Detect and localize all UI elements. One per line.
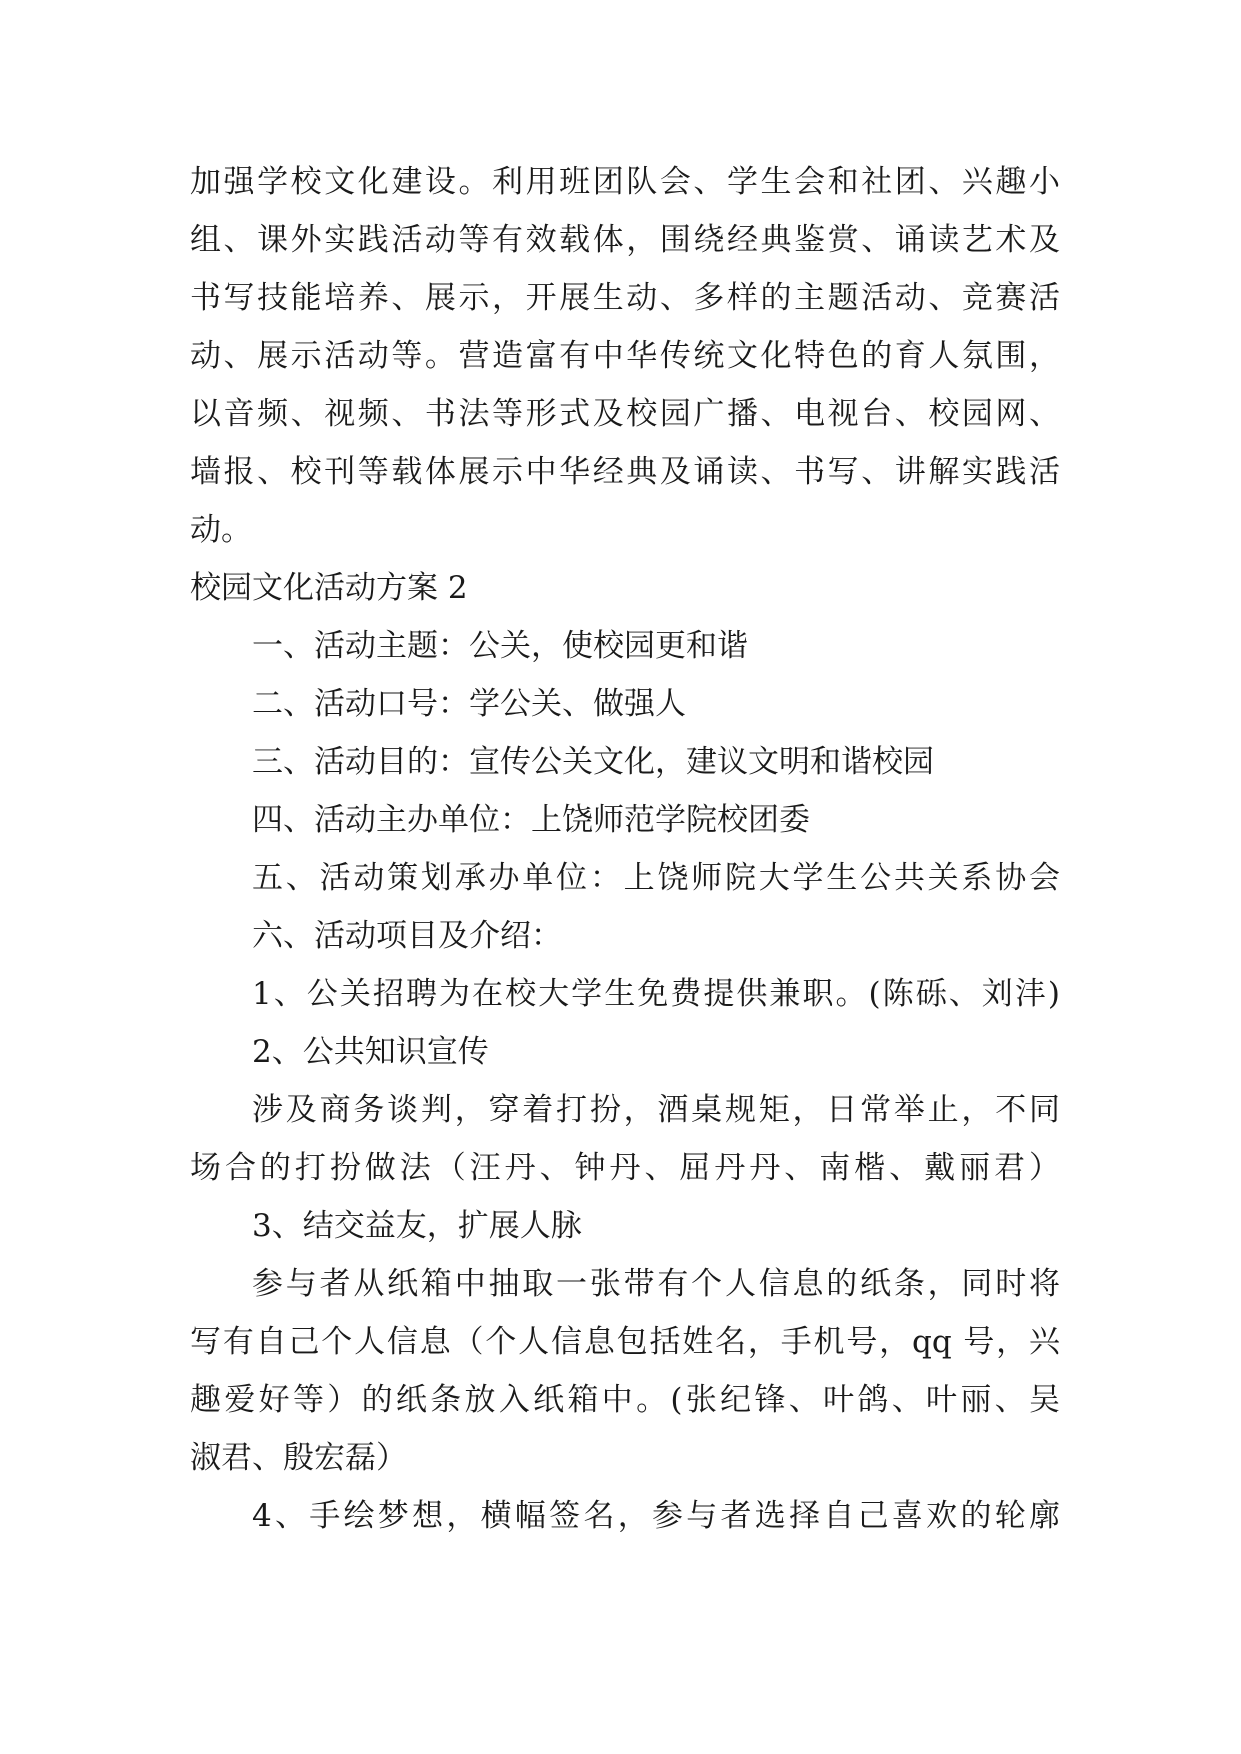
- paragraph-line: 以音频、视频、书法等形式及校园广播、电视台、校园网、: [190, 396, 1060, 432]
- list-item: 1、公关招聘为在校大学生免费提供兼职。(陈砾、刘沣): [252, 976, 1060, 1012]
- list-item: 六、活动项目及介绍：: [252, 918, 562, 954]
- list-item: 一、活动主题：公关，使校园更和谐: [252, 628, 748, 664]
- list-item: 四、活动主办单位：上饶师范学院校团委: [252, 802, 810, 838]
- paragraph-line: 动。: [190, 512, 252, 548]
- paragraph-line: 淑君、殷宏磊）: [190, 1440, 407, 1476]
- list-item: 3、结交益友，扩展人脉: [252, 1208, 582, 1244]
- list-item: 二、活动口号：学公关、做强人: [252, 686, 686, 722]
- paragraph-line: 组、课外实践活动等有效载体，围绕经典鉴赏、诵读艺术及: [190, 222, 1060, 258]
- list-item: 五、活动策划承办单位：上饶师院大学生公共关系协会: [252, 860, 1060, 896]
- paragraph-line: 加强学校文化建设。利用班团队会、学生会和社团、兴趣小: [190, 164, 1060, 200]
- list-item: 2、公共知识宣传: [252, 1034, 489, 1070]
- paragraph-line: 写有自己个人信息（个人信息包括姓名，手机号，qq 号，兴: [190, 1324, 1060, 1360]
- section-heading: 校园文化活动方案 2: [190, 570, 468, 606]
- paragraph-line: 场合的打扮做法（汪丹、钟丹、屈丹丹、南楷、戴丽君）: [190, 1150, 1060, 1186]
- paragraph-line: 书写技能培养、展示，开展生动、多样的主题活动、竞赛活: [190, 280, 1060, 316]
- paragraph-line: 趣爱好等）的纸条放入纸箱中。(张纪锋、叶鸽、叶丽、吴: [190, 1382, 1060, 1418]
- paragraph-line: 涉及商务谈判，穿着打扮，酒桌规矩，日常举止，不同: [252, 1092, 1060, 1128]
- list-item: 4、手绘梦想，横幅签名，参与者选择自己喜欢的轮廓: [252, 1498, 1060, 1534]
- paragraph-line: 墙报、校刊等载体展示中华经典及诵读、书写、讲解实践活: [190, 454, 1060, 490]
- paragraph-line: 动、展示活动等。营造富有中华传统文化特色的育人氛围，: [190, 338, 1060, 374]
- list-item: 三、活动目的：宣传公关文化，建议文明和谐校园: [252, 744, 934, 780]
- paragraph-line: 参与者从纸箱中抽取一张带有个人信息的纸条，同时将: [252, 1266, 1060, 1302]
